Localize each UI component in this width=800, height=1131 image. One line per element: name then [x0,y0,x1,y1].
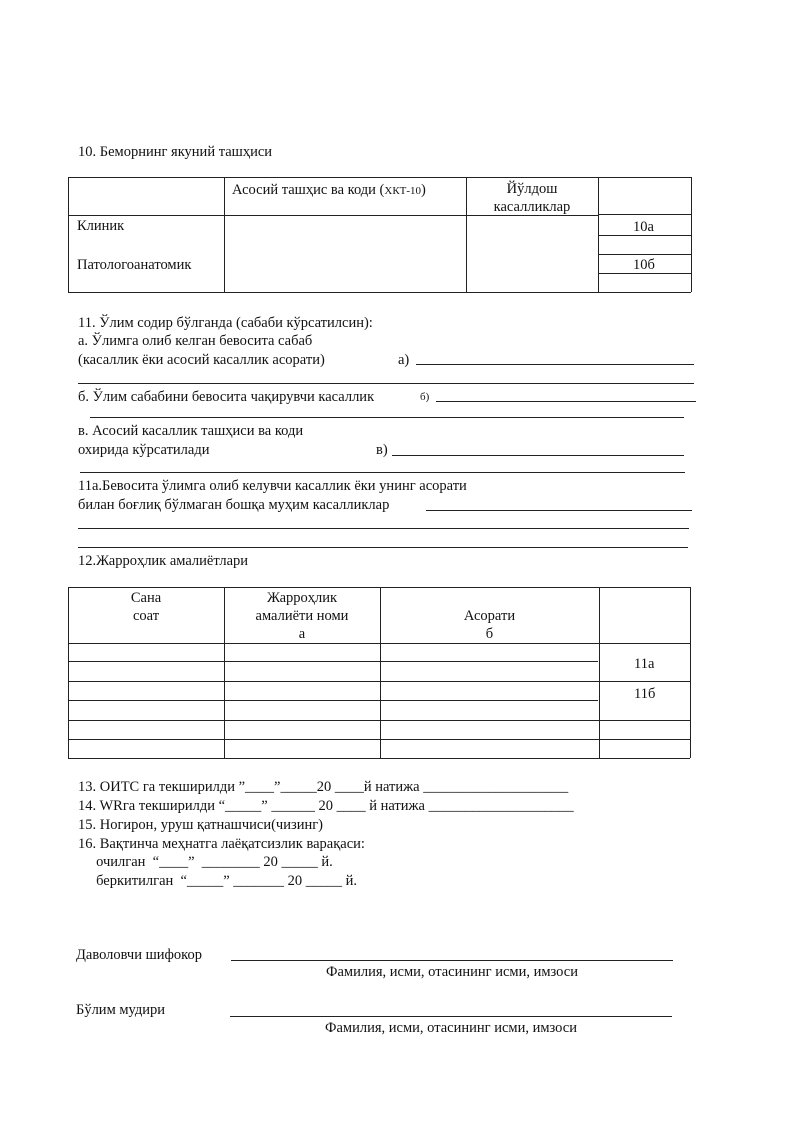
col-operation-2: амалиёти номи [255,608,349,624]
item-a-line1: а. Ўлимга олиб келган бевосита сабаб [78,333,313,349]
col-date-2: соат [132,608,160,624]
row-pathology: Патологоанатомик [77,257,192,273]
code-11a: 11а [634,656,655,672]
item-c-line2: охирида кўрсатилади [78,442,210,458]
doctor-signature-field[interactable] [231,960,673,961]
line-13: 13. ОИТС га текширилди ”____”_____20 ____й натижа ____________________ [78,779,569,795]
head-signature-field[interactable] [230,1016,672,1017]
col-operation-1: Жарроҳлик [266,590,338,606]
item-c-line1: в. Асосий касаллик ташҳиси ва коди [78,423,304,439]
col-main-diagnosis: Асосий ташҳис ва коди (ХКТ-10) [232,182,426,198]
section-11-title: 11. Ўлим содир бўлганда (сабаби кўрсатилсин): [78,315,373,331]
head-label: Бўлим мудири [76,1002,166,1018]
item-c-field[interactable] [392,455,684,456]
code-11b: 11б [634,686,656,702]
col-related-2: касалликлар [493,199,571,215]
item-b-field[interactable] [436,401,696,402]
code-10a: 10а [633,219,654,235]
item-11a-field-2[interactable] [78,528,689,529]
line-16: 16. Вақтинча меҳнатга лаёқатсизлик варақаси: [78,836,365,852]
item-b-mark: б) [420,391,430,403]
section-12-title: 12.Жарроҳлик амалиётлари [78,553,249,569]
col-related-1: Йўлдош [506,181,558,197]
item-b-field-2[interactable] [90,417,684,418]
item-c-field-2[interactable] [80,472,685,473]
line-16-closed: беркитилган “_____” _______ 20 _____ й. [78,873,358,889]
item-c-mark: в) [376,442,388,458]
col-operation-3: а [298,626,306,642]
head-caption: Фамилия, исми, отасининг исми, имзоси [325,1020,577,1036]
item-11a-line2: билан боғлиқ бўлмаган бошқа муҳим касалликлар [78,497,390,513]
section-10-title: 10. Беморнинг якуний ташҳиси [78,144,273,160]
item-11a-field[interactable] [426,510,692,511]
col-complication-1: Асорати [463,608,516,624]
item-a-field[interactable] [416,364,694,365]
line-16-opened: очилган “____” ________ 20 _____ й. [78,854,333,870]
line-14: 14. WRга текширилди “_____” ______ 20 ____ й натижа ____________________ [78,798,574,814]
item-b-line: б. Ўлим сабабини бевосита чақирувчи касаллик [78,389,375,405]
col-date-1: Сана [130,590,162,606]
item-11a-line1: 11а.Бевосита ўлимга олиб келувчи касаллик ёки унинг асорати [78,478,467,494]
doctor-label: Даволовчи шифокор [76,947,202,963]
item-a-mark: а) [398,352,410,368]
col-complication-2: б [485,626,494,642]
item-a-line2: (касаллик ёки асосий касаллик асорати) [78,352,325,368]
item-11a-field-3[interactable] [78,547,688,548]
line-15: 15. Ногирон, уруш қатнашчиси(чизинг) [78,817,323,833]
code-10b: 10б [633,257,655,273]
doctor-caption: Фамилия, исми, отасининг исми, имзоси [326,964,578,980]
item-a-field-2[interactable] [78,383,694,384]
row-clinical: Клиник [77,218,125,234]
